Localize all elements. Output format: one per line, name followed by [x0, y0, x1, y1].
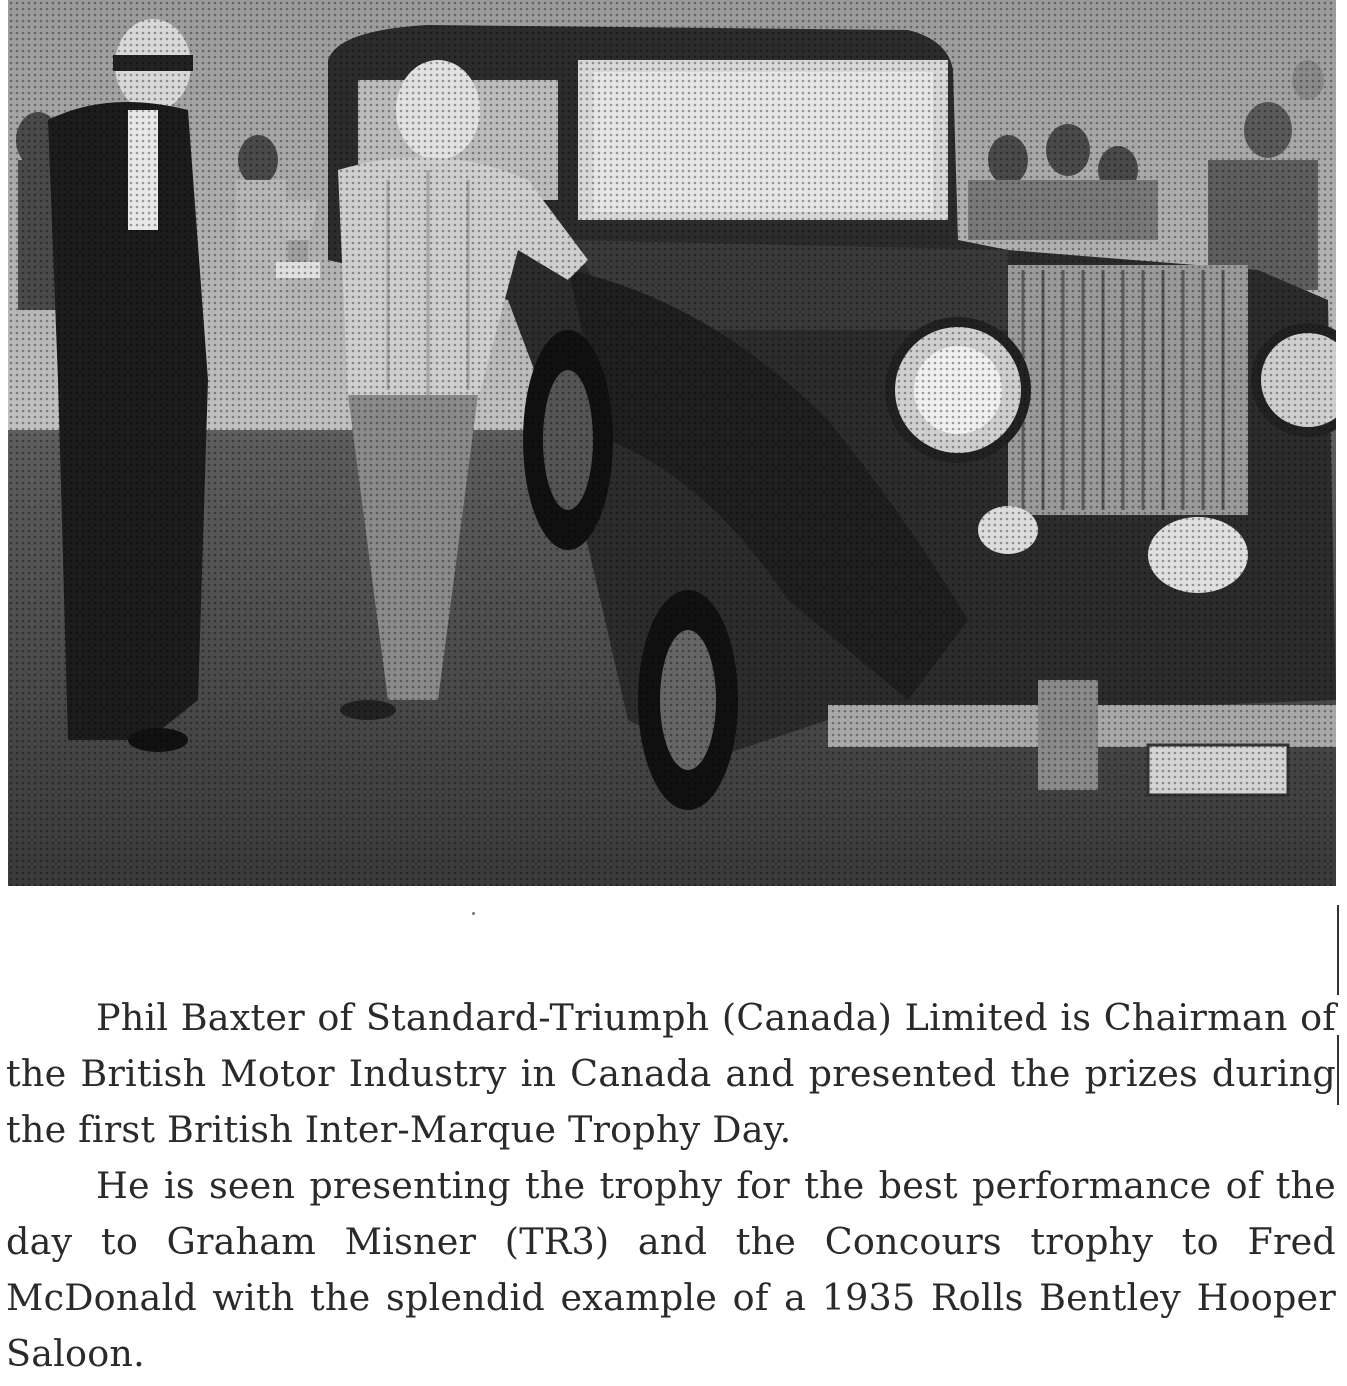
caption-paragraph-1: Phil Baxter of Standard-Triumph (Canada) Limited is Chairman of the British Motor Industry in Canada and presented the prizes during the first British Inter-Marque Trophy Day. — [6, 996, 1336, 1151]
photo-caption — [6, 990, 1336, 1382]
print-speck — [472, 912, 475, 915]
column-rule-lower — [1337, 1035, 1339, 1105]
photo-illustration — [8, 0, 1336, 886]
caption-paragraph-2: He is seen presenting the trophy for the best performance of the day to Graham Misner (TR3) and the Concours trophy to Fred McDonald with the splendid example of a 1935 Rolls Bentley Hooper Saloon. — [6, 1164, 1336, 1375]
column-rule — [1337, 905, 1339, 995]
newspaper-photo — [8, 0, 1336, 886]
